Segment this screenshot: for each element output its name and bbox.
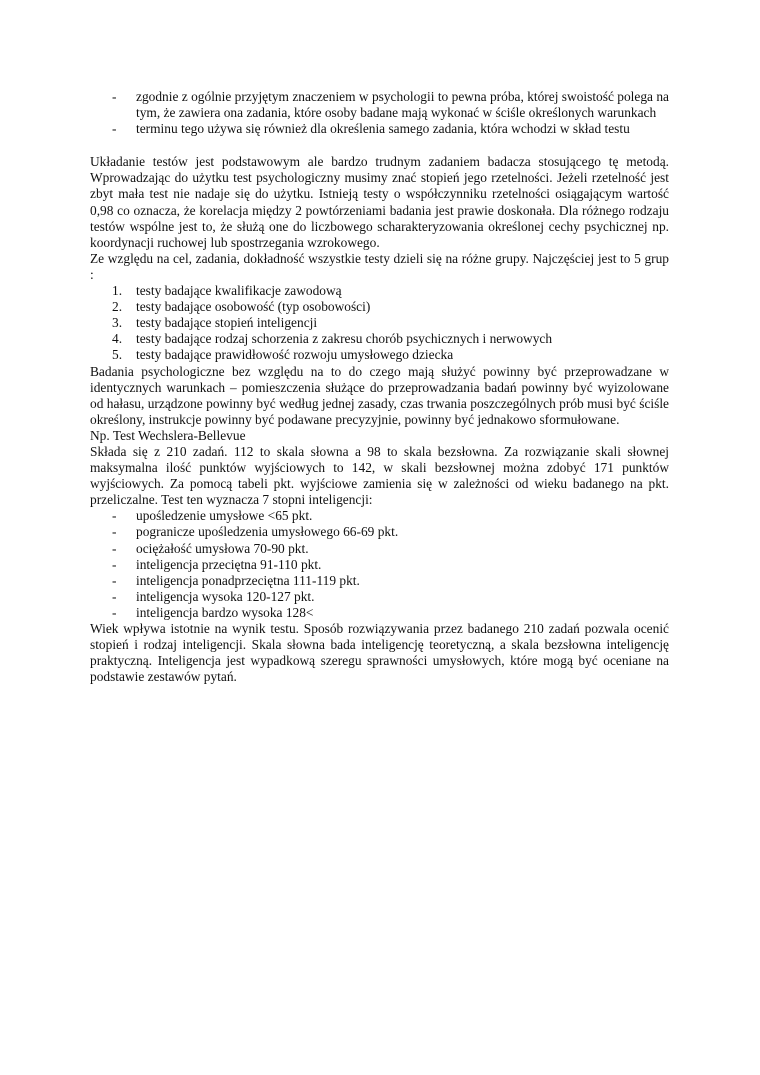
list-item [90,347,669,363]
dash-marker: - [112,121,117,137]
paragraph-groups-intro: Ze względu na cel, zadania, dokładność wszystkie testy dzieli się na różne grupy. Najczęściej jest to 5 grup : [90,250,669,282]
list-item-text: testy badające stopień inteligencji [136,315,318,331]
spacer [90,137,669,154]
list-item-text: zgodnie z ogólnie przyjętym znaczeniem w psychologii to pewna próba, której swoistość polega na tym, że zawiera ona zadania, które osoby badane mają wykonać w ściśle określonych warunkach [136,89,669,121]
list-number: 4. [112,331,123,347]
list-number: 3. [112,315,123,331]
list-item-text: testy badające kwalifikacje zawodową [136,283,342,299]
dash-marker: - [112,556,117,572]
list-item-text: inteligencja wysoka 120-127 pkt. [136,588,315,604]
list-number: 5. [112,347,123,363]
list-item-text: testy badające rodzaj schorzenia z zakresu chorób psychicznych i nerwowych [136,331,553,347]
list-item [90,541,669,557]
list-item-text: upośledzenie umysłowe <65 pkt. [136,508,313,524]
list-item-text: ociężałość umysłowa 70-90 pkt. [136,540,309,556]
list-item [90,605,669,621]
list-item-text: terminu tego używa się również dla określenia samego zadania, która wchodzi w skład testu [136,121,630,137]
paragraph-wechsler: Składa się z 210 zadań. 112 to skala słowna a 98 to skala bezsłowna. Za rozwiązanie skali słownej maksymalna ilość punktów wyjściowych to 142, w skali bezsłownej można zdobyć 171 punktów wyjściowych. Za pomocą tabeli pkt. wyjściowe zamienia się w zależności od wieku badanego na pkt. przeliczalne. Test ten wyznacza 7 stopni inteligencji: [90,443,669,508]
list-item-text: testy badające osobowość (typ osobowości) [136,299,371,315]
list-item [90,331,669,347]
intro-list [90,89,669,137]
dash-marker: - [112,604,117,620]
groups-list [90,283,669,363]
dash-marker: - [112,540,117,556]
dash-marker: - [112,588,117,604]
paragraph-reliability: Układanie testów jest podstawowym ale bardzo trudnym zadaniem badacza stosującego tę metodą. Wprowadzając do użytku test psychologiczny musimy znać stopień jego rzetelności. Jeżeli rzetelność jest zbyt mała test nie nadaje się do użytku. Istnieją testy o współczynniku rzetelności osiągającym wartość 0,98 co oznacza, że korelacja między 2 powtórzeniami badania jest prawie doskonała. Dla różnego rodzaju testów wspólne jest to, że służą one do liczbowego scharakteryzowania określonej cechy psychicznej np. koordynacji ruchowej lub spostrzegania wzrokowego. [90,154,669,250]
list-item [90,283,669,299]
dash-marker: - [112,572,117,588]
list-number: 1. [112,283,123,299]
list-item-text: testy badające prawidłowość rozwoju umysłowego dziecka [136,347,454,363]
list-item [90,121,669,137]
paragraph-age-effect: Wiek wpływa istotnie na wynik testu. Sposób rozwiązywania przez badanego 210 zadań pozwala ocenić stopień i rodzaj inteligencji. Skala słowna bada inteligencję teoretyczną, a skala bezsłowna inteligencję praktyczną. Inteligencja jest wypadkową szeregu sprawności umysłowych, które mogą być oceniane na podstawie zestawów pytań. [90,621,669,685]
list-item [90,589,669,605]
list-item-text: inteligencja przeciętna 91-110 pkt. [136,556,322,572]
list-item-text: inteligencja bardzo wysoka 128< [136,604,314,620]
dash-marker: - [112,524,117,540]
list-item [90,299,669,315]
list-number: 2. [112,299,123,315]
example-heading: Np. Test Wechslera-Bellevue [90,427,246,443]
list-item [90,573,669,589]
list-item-text: inteligencja ponadprzeciętna 111-119 pkt. [136,572,360,588]
dash-marker: - [112,89,117,104]
dash-marker: - [112,508,117,524]
paragraph-conditions: Badania psychologiczne bez względu na to do czego mają służyć powinny być przeprowadzane w identycznych warunkach – pomieszczenia służące do przeprowadzania badań powinny być wyizolowane od hałasu, urządzone powinny być według jednej zasady, czas trwania poszczególnych prób musi być ściśle określony, instrukcje powinny być podawane precyzyjnie, powinny być jednakowo sformułowane. [90,363,669,427]
list-item [90,89,669,121]
document-page [90,89,669,685]
list-item-text: pogranicze upośledzenia umysłowego 66-69 pkt. [136,524,399,540]
list-item [90,524,669,540]
list-item [90,315,669,331]
list-item [90,557,669,573]
intelligence-levels-list [90,508,669,621]
list-item [90,508,669,524]
